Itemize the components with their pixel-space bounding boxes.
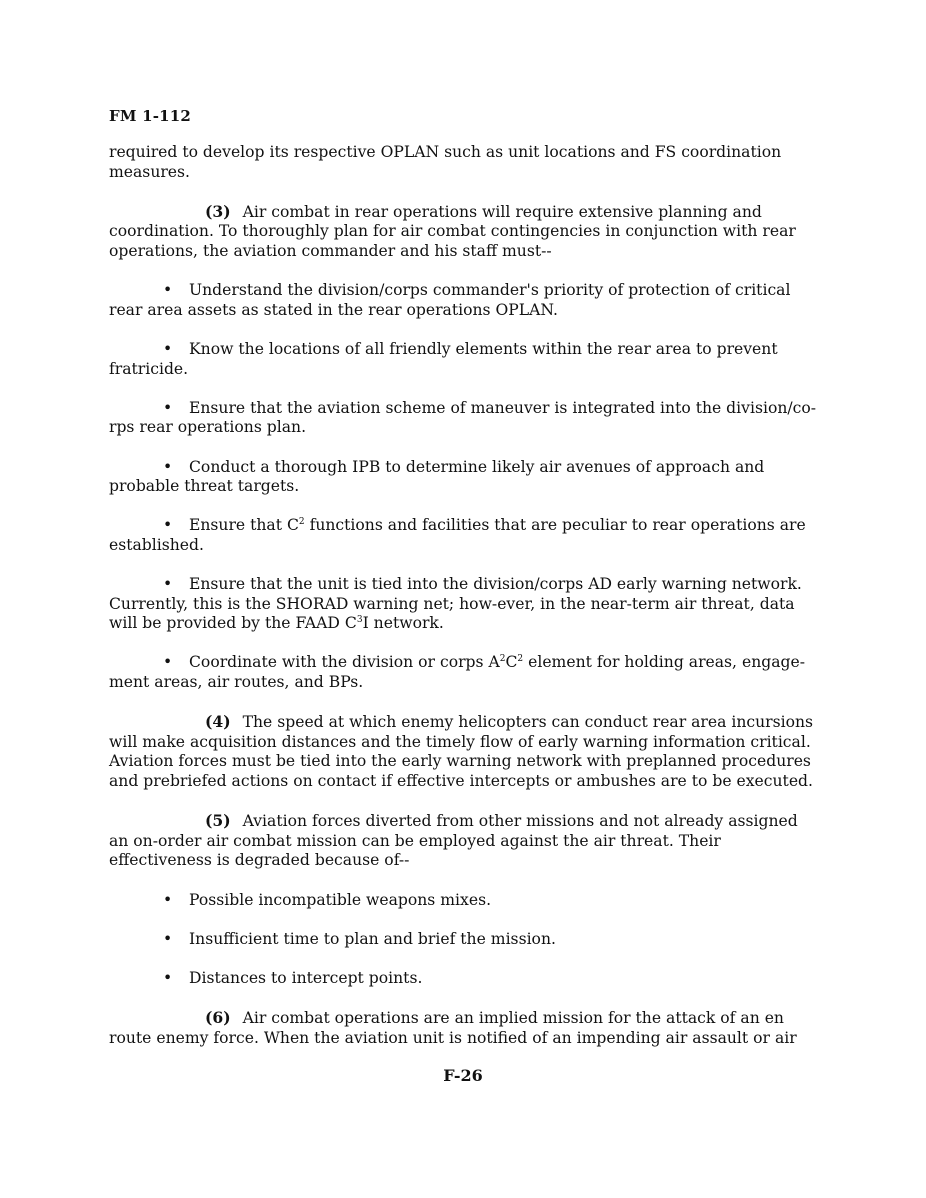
page-number: F-26 [443, 1066, 483, 1085]
bullet-item [109, 281, 818, 320]
paragraph-continued: required to develop its respective OPLAN such as unit locations and FS coordination measures. [109, 143, 782, 181]
paragraph-number: (3) [205, 201, 231, 221]
bullet-item [109, 575, 818, 634]
bullet-text: Know the locations of all friendly elements within the rear area to prevent fratricide. [109, 339, 778, 378]
bullet-text: Conduct a thorough IPB to determine likely air avenues of approach and probable threat targets. [109, 457, 765, 496]
bullet-item [109, 930, 818, 950]
bullet-text: Ensure that the unit is tied into the division/corps AD early warning network. Currently, this is the SHORAD warning net; how-ever, in the near-term air threat, data will be provided by the FAAD C [109, 575, 802, 633]
bullet-text: Ensure that C [189, 516, 299, 535]
bullet-text: functions and facilities that are peculiar to rear operations are established. [109, 516, 806, 554]
bullet-text: Insufficient time to plan and brief the mission. [189, 929, 556, 948]
paragraph-text: Air combat in rear operations will require extensive planning and coordination. To thoroughly plan for air combat contingencies in conjunction with rear operations, the aviation commander and his staff must-- [109, 202, 796, 260]
bullet-item [109, 516, 818, 555]
superscript: 2 [298, 517, 305, 528]
paragraph-text: Aviation forces diverted from other missions and not already assigned an on-order air combat mission can be employed against the air threat. Their effectiveness is degraded because of-- [109, 812, 798, 870]
bullet-text: Coordinate with the division or corps A [189, 653, 500, 672]
bullet-icon: • [163, 653, 173, 672]
bullet-item [109, 340, 818, 379]
paragraph-6 [109, 1008, 818, 1048]
bullet-icon: • [163, 516, 173, 535]
bullet-item [109, 969, 818, 989]
bullet-icon: • [163, 339, 173, 358]
bullet-icon: • [163, 929, 173, 948]
bullet-text: C [505, 653, 518, 672]
bullet-text: Ensure that the aviation scheme of maneuver is integrated into the division/co-rps rear operations plan. [109, 398, 817, 437]
paragraph-5 [109, 811, 818, 871]
paragraph-number: (5) [205, 811, 231, 831]
bullet-item [109, 458, 818, 497]
document-id: FM 1-112 [109, 107, 192, 125]
paragraph-number: (4) [205, 712, 231, 732]
bullet-icon: • [163, 281, 173, 300]
bullet-icon: • [163, 890, 173, 909]
bullet-item [109, 399, 818, 438]
bullet-text: Possible incompatible weapons mixes. [189, 890, 492, 909]
bullet-icon: • [163, 398, 173, 417]
paragraph-4 [109, 712, 818, 791]
bullet-text: Distances to intercept points. [189, 968, 423, 987]
paragraph-text: Air combat operations are an implied mission for the attack of an en route enemy force. When the aviation unit is notified of an impending air assault or air [109, 1009, 797, 1047]
superscript: 2 [499, 654, 506, 665]
bullet-item [109, 891, 818, 911]
superscript: 2 [517, 654, 524, 665]
paragraph-3 [109, 202, 818, 262]
paragraph-number: (6) [205, 1008, 231, 1028]
superscript: 3 [356, 615, 363, 626]
bullet-text: element for holding areas, engage-ment areas, air routes, and BPs. [109, 653, 806, 692]
bullet-icon: • [163, 575, 173, 594]
paragraph-text: The speed at which enemy helicopters can conduct rear area incursions will make acquisition distances and the timely flow of early warning information critical. Aviation forces must be tied into the early warning network with preplanned procedures and prebriefed actions on contact if effective intercepts or ambushes are to be executed. [109, 713, 814, 790]
bullet-item [109, 653, 818, 692]
body-text [109, 143, 818, 1068]
bullet-text: Understand the division/corps commander's priority of protection of critical rear area assets as stated in the rear operations OPLAN. [109, 281, 791, 319]
bullet-text: I network. [362, 614, 444, 633]
bullet-icon: • [163, 968, 173, 987]
bullet-icon: • [163, 457, 173, 476]
